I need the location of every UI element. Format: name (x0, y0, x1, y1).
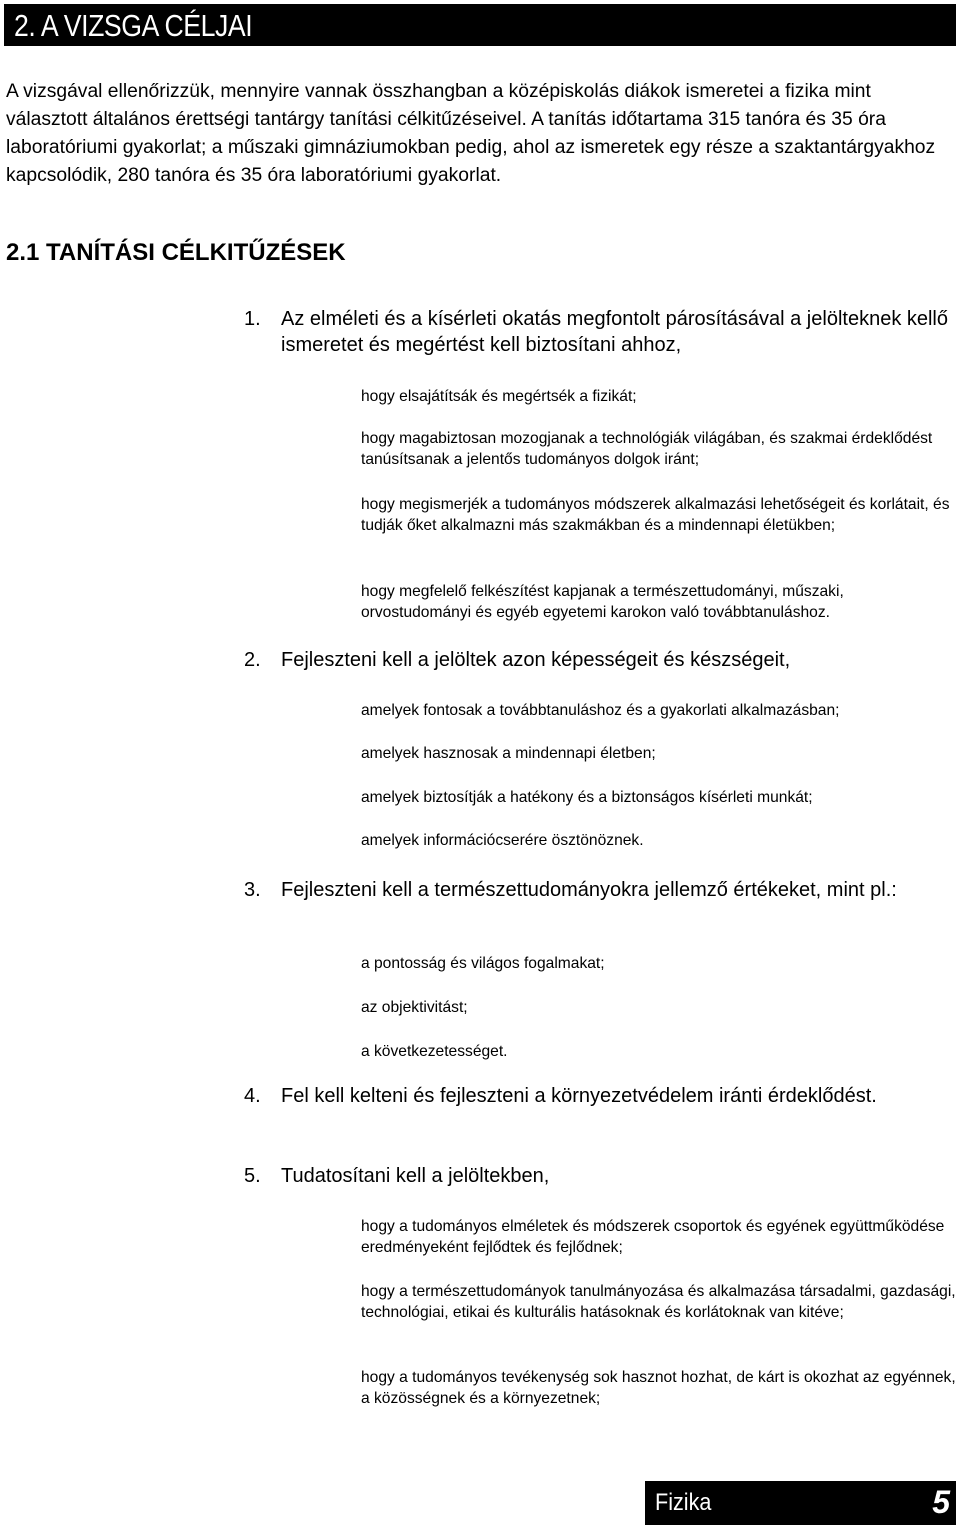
goal-text: Tudatosítani kell a jelöltekben, (281, 1165, 550, 1187)
page-number: 5 (932, 1484, 950, 1520)
goal-2 (244, 647, 956, 673)
goal-text: Az elméleti és a kísérleti okatás megfontolt párosításával a jelölteknek kellő ismeretet és megértést kell biztosítani ahhoz, (281, 308, 949, 356)
goal-3-item: az objektivitást; (361, 999, 468, 1016)
section-heading: 2.1 TANÍTÁSI CÉLKITŰZÉSEK (6, 239, 346, 266)
goal-4 (244, 1083, 956, 1109)
goal-number: 4. (244, 1085, 261, 1107)
footer-subject: Fizika (655, 1489, 712, 1516)
footer-box (645, 1481, 956, 1525)
goal-1 (244, 306, 956, 358)
goal-number: 1. (244, 308, 261, 330)
chapter-header-bar (4, 4, 956, 46)
goal-text: Fejleszteni kell a jelöltek azon képességeit és készségeit, (281, 649, 791, 671)
goal-3-item: a következetességet. (361, 1043, 508, 1060)
goal-text: Fel kell kelteni és fejleszteni a környezetvédelem iránti érdeklődést. (281, 1085, 877, 1107)
goal-5-item: hogy a természettudományok tanulmányozása és alkalmazása társadalmi, gazdasági, technológiai, etikai és kulturális hatásoknak és korlátoknak van kitéve; (361, 1283, 956, 1321)
goal-1-item: hogy megfelelő felkészítést kapjanak a természettudományi, műszaki, orvostudományi és egyéb egyetemi karokon való továbbtanuláshoz. (361, 583, 844, 621)
goal-1-item: hogy magabiztosan mozogjanak a technológiák világában, és szakmai érdeklődést tanúsítsanak a jelentős tudományos dolgok iránt; (361, 430, 933, 468)
goal-number: 5. (244, 1165, 261, 1187)
goal-5-item: hogy a tudományos tevékenység sok hasznot hozhat, de kárt is okozhat az egyénnek, a közösségnek és a környezetnek; (361, 1369, 956, 1407)
chapter-title: 2. A VIZSGA CÉLJAI (14, 8, 253, 43)
goal-2-item: amelyek információcserére ösztönöznek. (361, 832, 644, 849)
goal-5 (244, 1163, 956, 1189)
goal-3-item: a pontosság és világos fogalmakat; (361, 955, 605, 972)
goal-2-item: amelyek fontosak a továbbtanuláshoz és a gyakorlati alkalmazásban; (361, 702, 840, 719)
goal-3 (244, 877, 956, 903)
goal-number: 2. (244, 649, 261, 671)
goal-5-item: hogy a tudományos elméletek és módszerek csoportok és egyének együttműködése eredményeként fejlődtek és fejlődnek; (361, 1218, 945, 1256)
goal-number: 3. (244, 879, 261, 901)
goal-2-item: amelyek hasznosak a mindennapi életben; (361, 745, 656, 762)
goal-1-item: hogy elsajátítsák és megértsék a fizikát; (361, 388, 637, 405)
goal-1-item: hogy megismerjék a tudományos módszerek alkalmazási lehetőségeit és korlátait, és tudják őket alkalmazni más szakmákban és a mindennapi életükben; (361, 496, 950, 534)
goal-text: Fejleszteni kell a természettudományokra jellemző értékeket, mint pl.: (281, 879, 897, 901)
goal-2-item: amelyek biztosítják a hatékony és a biztonságos kísérleti munkát; (361, 789, 813, 806)
intro-paragraph: A vizsgával ellenőrizzük, mennyire vannak összhangban a középiskolás diákok ismeretei a fizika mint választott általános érettségi tantárgy tanítási célkitűzéseivel. A tanítás időtartama 315 tanóra és 35 óra laboratóriumi gyakorlat; a műszaki gimnáziumokban pedig, ahol az ismeretek egy része a szaktantárgyakhoz kapcsolódik, 280 tanóra és 35 óra laboratóriumi gyakorlat. (6, 81, 936, 186)
